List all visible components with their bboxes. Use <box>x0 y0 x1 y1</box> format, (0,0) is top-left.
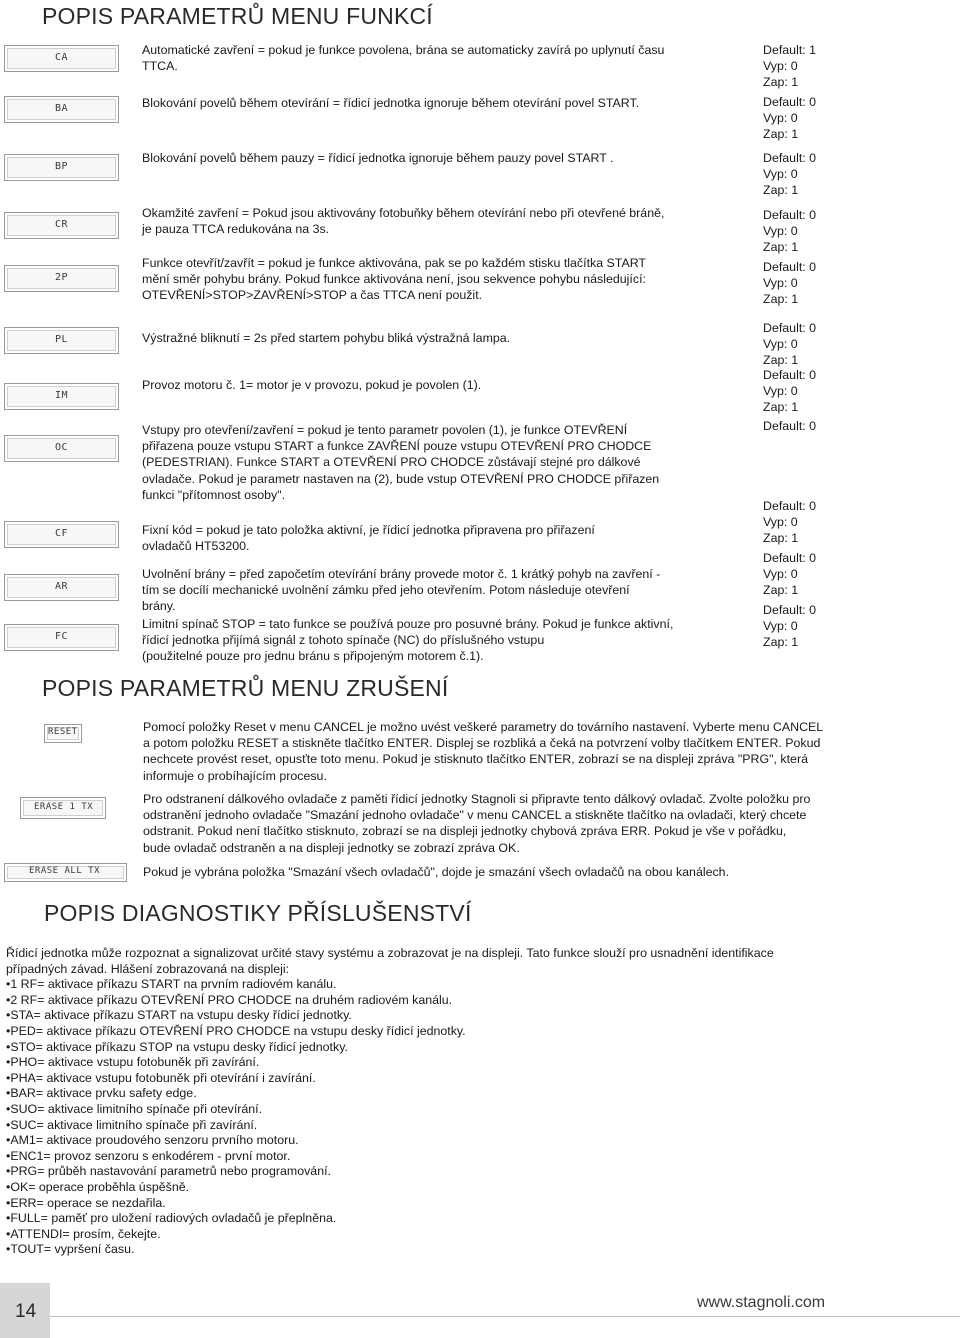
description-line: odstranění jednoho ovladače "Smazání jednoho ovladače" v menu CANCEL a stiskněte tlačítko na ovladači, který chcete <box>143 808 807 823</box>
lcd-code: FC <box>55 631 69 642</box>
lcd-display-im <box>4 383 119 410</box>
description-line: je pauza TTCA redukována na 3s. <box>142 222 330 237</box>
lcd-code: ERASE ALL TX <box>29 866 101 876</box>
default-values-cf <box>763 498 863 547</box>
description-line: (PEDESTRIAN). Funkce START a OTEVŘENÍ PRO CHODCE zůstávají stejné pro dálkové <box>142 455 641 470</box>
lcd-code: BA <box>55 103 69 114</box>
off-value: Vyp: 0 <box>763 619 798 634</box>
description-line: informuje o probíhajícím procesu. <box>143 768 327 783</box>
cancel-description-erase-one <box>143 791 933 856</box>
default-value: Default: 0 <box>763 208 817 222</box>
description-line: ovladače. Pokud je parametr nastaven na (2), bude vstup OTEVŘENÍ PRO CHODCE přiřazen <box>142 471 660 486</box>
function-description-ca <box>142 42 752 74</box>
diag-item: •PHA= aktivace vstupu fotobuněk při otevírání i zavírání. <box>6 1070 316 1085</box>
page-number-box <box>0 1283 50 1338</box>
description-line: Uvolnění brány = před započetím otevírání brány provede motor č. 1 krátký pohyb na zavření - <box>142 567 661 581</box>
diag-item: •BAR= aktivace prvku safety edge. <box>6 1086 197 1101</box>
on-value: Zap: 1 <box>763 75 799 90</box>
default-value: Default: 0 <box>763 603 817 617</box>
off-value: Vyp: 0 <box>763 567 798 582</box>
cancel-description-reset <box>143 719 933 784</box>
description-line: Funkce otevřít/zavřít = pokud je funkce aktivována, pak se po každém stisku tlačítka START <box>142 256 647 270</box>
lcd-display-erase-all <box>4 863 127 882</box>
lcd-display-ca <box>4 45 119 72</box>
on-value: Zap: 1 <box>763 240 799 255</box>
on-value: Zap: 1 <box>763 127 799 142</box>
default-value: Default: 1 <box>763 43 817 57</box>
description-line: Pokud je vybrána položka "Smazání všech ovladačů", dojde je smazání všech ovladačů na obou kanálech. <box>143 865 730 879</box>
function-description-ar <box>142 566 757 615</box>
footer-url: www.stagnoli.com <box>697 1294 826 1311</box>
on-value: Zap: 1 <box>763 583 799 598</box>
default-value: Default: 0 <box>763 419 817 433</box>
function-description-cr <box>142 205 752 237</box>
cancel-description-erase-all <box>143 864 933 880</box>
heading-functions: POPIS PARAMETRŮ MENU FUNKCÍ <box>42 3 433 29</box>
default-value: Default: 0 <box>763 321 817 335</box>
lcd-display-cr <box>4 212 119 239</box>
lcd-code: BP <box>55 161 69 172</box>
diag-item: •ATTENDI= prosím, čekejte. <box>6 1226 161 1241</box>
diag-item: •ERR= operace se nezdařila. <box>6 1195 166 1210</box>
description-line: přiřazena pouze vstupu START a funkce ZAVŘENÍ pouze vstupu OTEVŘENÍ PRO CHODCE <box>142 439 652 454</box>
lcd-display-bp <box>4 154 119 181</box>
lcd-code: CA <box>55 52 69 63</box>
on-value: Zap: 1 <box>763 183 799 198</box>
diag-item: •TOUT= vypršení času. <box>6 1242 135 1257</box>
default-values-im <box>763 367 863 416</box>
default-values-bp <box>763 150 863 199</box>
description-line: Pro odstranení dálkového ovladače z paměti řídicí jednotky Stagnoli si připravte tento dálkový ovladač. Zvolte položku pro <box>143 792 811 806</box>
default-values-ar <box>763 550 863 599</box>
default-value: Default: 0 <box>763 95 817 109</box>
default-values-oc <box>763 418 863 434</box>
lcd-code: 2P <box>55 272 69 283</box>
description-line: Okamžité zavření = Pokud jsou aktivovány fotobuňky během otevírání nebo při otevřené bráně, <box>142 206 665 220</box>
description-line: tím se docílí mechanické uvolnění zámku před jeho otevřením. Potom následuje otevření <box>142 583 630 598</box>
description-line: odstranit. Pokud není tlačítko stisknuto, zobrazí se na displeji jednotky chybová zpráva ERR. Pokud je vše v pořádku, <box>143 824 787 839</box>
description-line: (použitelné pouze pro jednu bránu s připojeným motorem č.1). <box>142 649 484 664</box>
description-line: TTCA. <box>142 59 178 74</box>
function-description-oc <box>142 422 757 503</box>
lcd-code: ERASE 1 TX <box>34 802 94 812</box>
lcd-code: AR <box>55 581 69 592</box>
heading-cancel: POPIS PARAMETRŮ MENU ZRUŠENÍ <box>42 675 449 701</box>
default-value: Default: 0 <box>763 368 817 382</box>
on-value: Zap: 1 <box>763 531 799 546</box>
default-values-cr <box>763 207 863 256</box>
lcd-display-reset <box>44 724 82 743</box>
diag-item: •2 RF= aktivace příkazu OTEVŘENÍ PRO CHODCE na druhém radiovém kanálu. <box>6 992 453 1007</box>
description-line: brány. <box>142 599 176 614</box>
description-line: bude ovladač odstraněn a na displeji jednotky se zobrazí zpráva OK. <box>143 840 520 855</box>
diag-item: •OK= operace proběhla úspěšně. <box>6 1179 190 1194</box>
lcd-code: IM <box>55 390 69 401</box>
diag-item: •PED= aktivace příkazu OTEVŘENÍ PRO CHODCE na vstupu desky řídicí jednotky. <box>6 1023 466 1038</box>
description-line: Blokování povelů během pauzy = řídicí jednotka ignoruje během pauzy povel START . <box>142 151 614 165</box>
description-line: ovladačů HT53200. <box>142 539 250 554</box>
diag-intro: Řídicí jednotka může rozpoznat a signalizovat určité stavy systému a zobrazovat je na displeji. Tato funkce slouží pro usnadnění identifikace <box>6 946 774 960</box>
off-value: Vyp: 0 <box>763 59 798 74</box>
diagnostics-list <box>6 946 956 1258</box>
lcd-code: PL <box>55 334 69 345</box>
diag-item: •PRG= průběh nastavování parametrů nebo programování. <box>6 1164 331 1179</box>
off-value: Vyp: 0 <box>763 111 798 126</box>
description-line: řídicí jednotka přijímá signál z tohoto spínače (NC) do příslušného vstupu <box>142 633 545 648</box>
description-line: Provoz motoru č. 1= motor je v provozu, pokud je povolen (1). <box>142 378 482 392</box>
lcd-code: CR <box>55 219 69 230</box>
lcd-display-2p <box>4 265 119 292</box>
function-description-fc <box>142 616 757 665</box>
function-description-cf <box>142 522 752 554</box>
function-description-ba <box>142 95 752 111</box>
lcd-code: OC <box>55 442 69 453</box>
off-value: Vyp: 0 <box>763 167 798 182</box>
default-values-fc <box>763 602 863 651</box>
footer-divider <box>50 1316 960 1317</box>
on-value: Zap: 1 <box>763 292 799 307</box>
lcd-code: RESET <box>48 727 78 737</box>
description-line: nechcete provést reset, opusťte toto menu. Pokud je stisknuto tlačítko ENTER, zobrazí se na displeji zpráva "PRG", která <box>143 752 808 767</box>
off-value: Vyp: 0 <box>763 276 798 291</box>
description-line: a potom položku RESET a stiskněte tlačítko ENTER. Displej se rozbliká a čeká na potvrzení volby tlačítkem ENTER. Pokud <box>143 736 821 751</box>
diag-item: •PHO= aktivace vstupu fotobuněk při zavírání. <box>6 1055 260 1070</box>
default-values-ca <box>763 42 863 91</box>
lcd-display-cf <box>4 521 119 548</box>
description-line: funkci "přítomnost osoby". <box>142 487 286 502</box>
lcd-display-ar <box>4 574 119 601</box>
on-value: Zap: 1 <box>763 400 799 415</box>
diag-item: •SUO= aktivace limitního spínače při otevírání. <box>6 1101 263 1116</box>
off-value: Vyp: 0 <box>763 337 798 352</box>
default-value: Default: 0 <box>763 260 817 274</box>
description-line: OTEVŘENÍ>STOP>ZAVŘENÍ>STOP a čas TTCA není použit. <box>142 288 483 303</box>
diag-item: •ENC1= provoz senzoru s enkodérem - první motor. <box>6 1148 291 1163</box>
description-line: Limitní spínač STOP = tato funkce se používá pouze pro posuvné brány. Pokud je funkce aktivní, <box>142 617 674 631</box>
diag-item: •SUC= aktivace limitního spínače při zavírání. <box>6 1117 258 1132</box>
off-value: Vyp: 0 <box>763 515 798 530</box>
diag-item: •STA= aktivace příkazu START na vstupu desky řídicí jednotky. <box>6 1008 352 1023</box>
diag-item: •FULL= paměť pro uložení radiových ovladačů je přeplněna. <box>6 1211 337 1226</box>
diag-item: •STO= aktivace příkazu STOP na vstupu desky řídicí jednotky. <box>6 1039 348 1054</box>
lcd-display-pl <box>4 327 119 354</box>
on-value: Zap: 1 <box>763 353 799 368</box>
lcd-display-ba <box>4 96 119 123</box>
heading-diagnostics: POPIS DIAGNOSTIKY PŘÍSLUŠENSTVÍ <box>44 900 472 926</box>
default-value: Default: 0 <box>763 551 817 565</box>
diag-item: •1 RF= aktivace příkazu START na prvním radiovém kanálu. <box>6 977 337 992</box>
default-values-pl <box>763 320 863 369</box>
page-number: 14 <box>15 1301 37 1322</box>
lcd-display-oc <box>4 435 119 462</box>
function-description-im <box>142 377 752 393</box>
off-value: Vyp: 0 <box>763 384 798 399</box>
default-value: Default: 0 <box>763 499 817 513</box>
lcd-display-fc <box>4 624 119 651</box>
lcd-display-erase-one <box>20 797 106 819</box>
description-line: mění směr pohybu brány. Pokud funkce aktivována není, jsou sekvence pohybu následující: <box>142 272 646 287</box>
description-line: Výstražné bliknutí = 2s před startem pohybu bliká výstražná lampa. <box>142 331 511 345</box>
diag-item: •AM1= aktivace proudového senzoru prvního motoru. <box>6 1133 299 1148</box>
diag-intro: případných závad. Hlášení zobrazovaná na displeji: <box>6 961 290 976</box>
description-line: Automatické zavření = pokud je funkce povolena, brána se automaticky zavírá po uplynutí času <box>142 43 665 57</box>
lcd-code: CF <box>55 528 69 539</box>
description-line: Fixní kód = pokud je tato položka aktivní, je řídicí jednotka připravena pro přiřazení <box>142 523 595 537</box>
on-value: Zap: 1 <box>763 635 799 650</box>
function-description-bp <box>142 150 752 166</box>
default-values-2p <box>763 259 863 308</box>
default-values-ba <box>763 94 863 143</box>
function-description-pl <box>142 330 752 346</box>
default-value: Default: 0 <box>763 151 817 165</box>
function-description-2p <box>142 255 752 304</box>
off-value: Vyp: 0 <box>763 224 798 239</box>
description-line: Pomocí položky Reset v menu CANCEL je možno uvést veškeré parametry do továrního nastavení. Vyberte menu CANCEL <box>143 720 824 734</box>
description-line: Vstupy pro otevření/zavření = pokud je tento parametr povolen (1), je funkce OTEVŘENÍ <box>142 423 628 437</box>
description-line: Blokování povelů během otevírání = řídicí jednotka ignoruje během otevírání povel START. <box>142 96 640 110</box>
